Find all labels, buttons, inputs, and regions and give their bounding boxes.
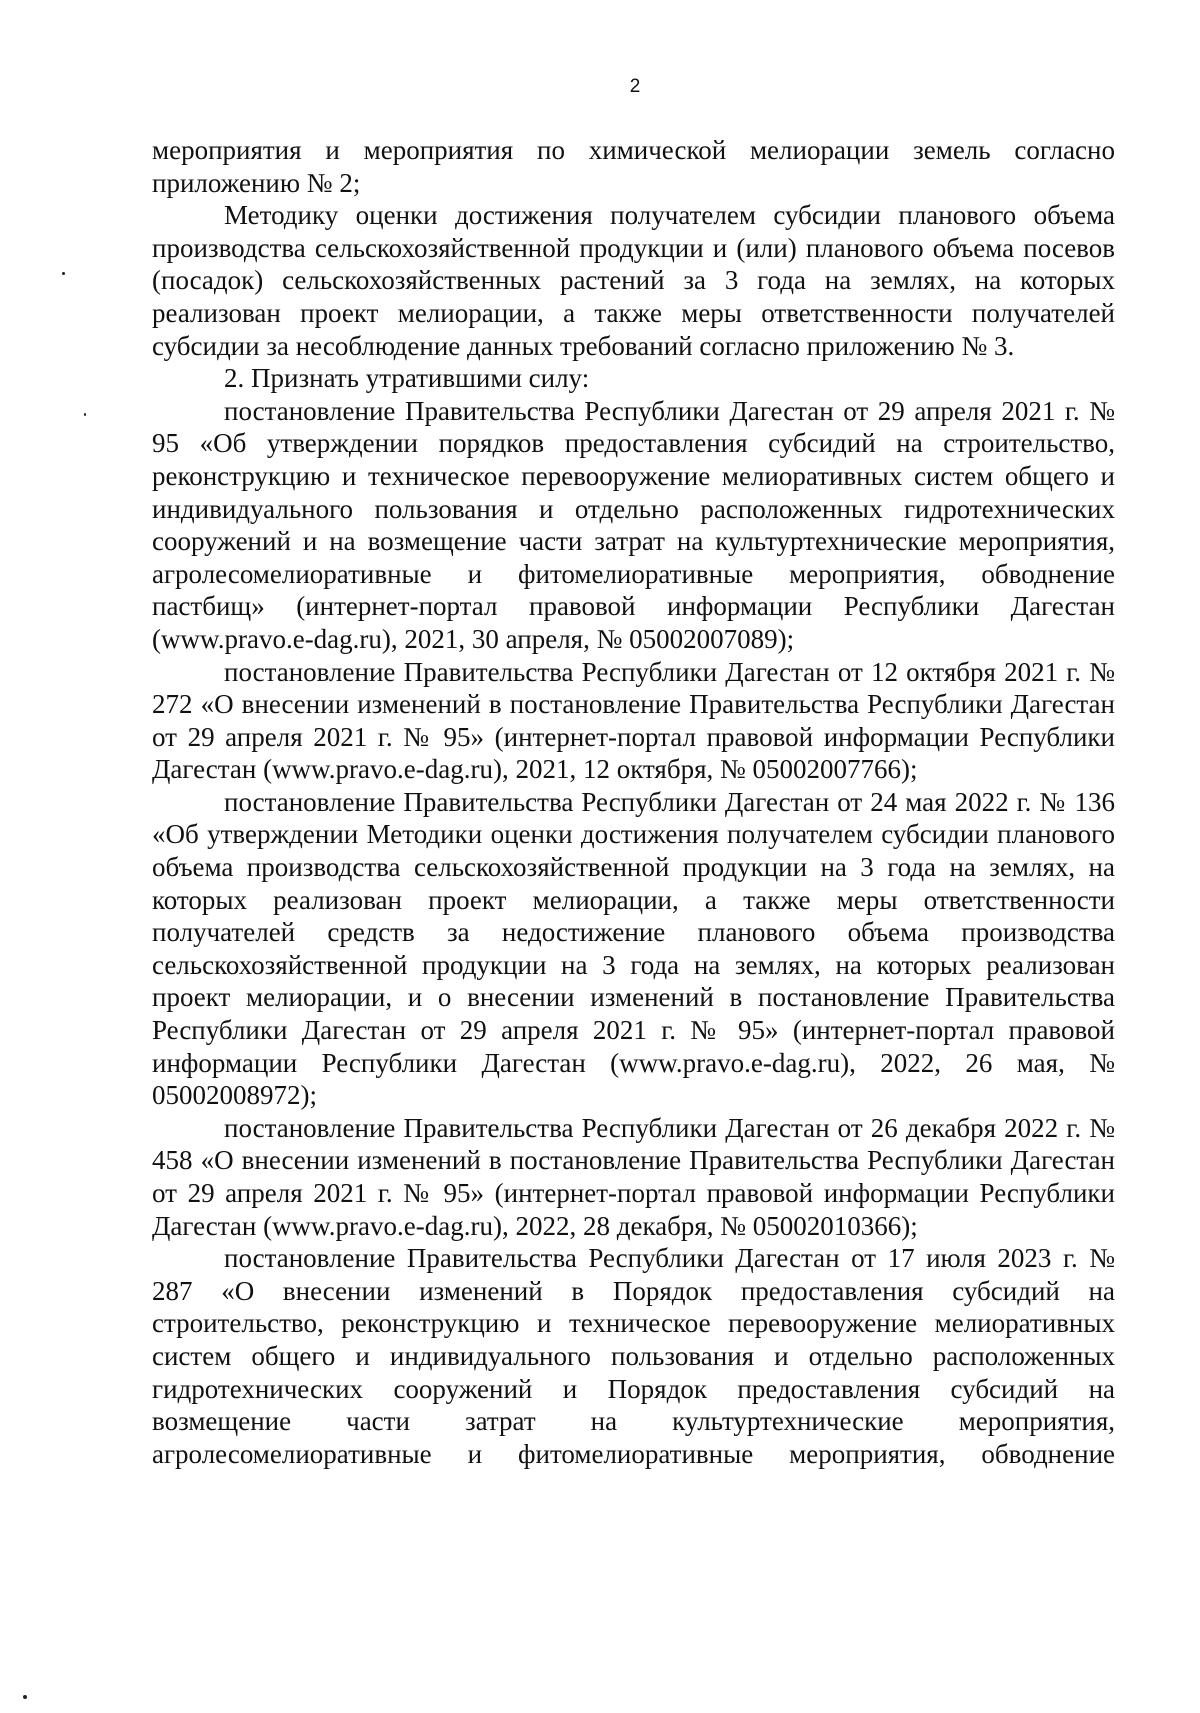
paragraph-continuation: мероприятия и мероприятия по химической мелиорации земель согласно приложению № 2; — [152, 135, 1115, 198]
page-number: 2 — [629, 76, 641, 97]
scan-speck — [23, 1695, 27, 1699]
paragraph-resolution-95: постановление Правительства Республики Дагестан от 29 апреля 2021 г. № 95 «Об утверждении порядков предоставления субсидий на строительство, реконструкцию и техническое перевооружение мелиоративных систем общего и индивидуального пользования и отдельно расположенных гидротехнических сооружений и на возмещение части затрат на культуртехнические мероприятия, агролесомелиоративные и фитомелиоративные мероприятия, обводнение пастбищ» (интернет-портал правовой информации Республики Дагестан (www.pravo.e-dag.ru), 2021, 30 апреля, № 05002007089); — [152, 395, 1115, 654]
paragraph-resolution-136: постановление Правительства Республики Дагестан от 24 мая 2022 г. № 136 «Об утверждении Методики оценки достижения получателем субсидии планового объема производства сельскохозяйственной продукции на 3 года на землях, на которых реализован проект мелиорации, а также меры ответственности получателей средств за недостижение планового объема производства сельскохозяйственной продукции на 3 года на землях, на которых реализован проект мелиорации, и о внесении изменений в постановление Правительства Республики Дагестан от 29 апреля 2021 г. № 95» (интернет-портал правовой информации Республики Дагестан (www.pravo.e-dag.ru), 2022, 26 мая, № 05002008972); — [152, 786, 1115, 1111]
paragraph-resolution-272: постановление Правительства Республики Дагестан от 12 октября 2021 г. № 272 «О внесении изменений в постановление Правительства Республики Дагестан от 29 апреля 2021 г. № 95» (интернет-портал правовой информации Республики Дагестан (www.pravo.e-dag.ru), 2021, 12 октября, № 05002007766); — [152, 656, 1115, 785]
document-body — [152, 134, 1115, 1470]
paragraph-resolution-287: постановление Правительства Республики Дагестан от 17 июля 2023 г. № 287 «О внесении изменений в Порядок предоставления субсидий на строительство, реконструкцию и техническое перевооружение мелиоративных систем общего и индивидуального пользования и отдельно расположенных гидротехнических сооружений и Порядок предоставления субсидий на возмещение части затрат на культуртехнические мероприятия, агролесомелиоративные и фитомелиоративные мероприятия, обводнение — [152, 1243, 1115, 1469]
scan-speck — [62, 272, 65, 275]
paragraph-resolution-458: постановление Правительства Республики Дагестан от 26 декабря 2022 г. № 458 «О внесении изменений в постановление Правительства Республики Дагестан от 29 апреля 2021 г. № 95» (интернет-портал правовой информации Республики Дагестан (www.pravo.e-dag.ru), 2022, 28 декабря, № 05002010366); — [152, 1112, 1115, 1241]
paragraph-methodology: Методику оценки достижения получателем субсидии планового объема производства сельскохозяйственной продукции и (или) планового объема посевов (посадок) сельскохозяйственных растений за 3 года на землях, на которых реализован проект мелиорации, а также меры ответственности получателей субсидии за несоблюдение данных требований согласно приложению № 3. — [152, 200, 1115, 361]
paragraph-item-2: 2. Признать утратившими силу: — [224, 363, 590, 394]
scan-speck — [84, 413, 86, 416]
